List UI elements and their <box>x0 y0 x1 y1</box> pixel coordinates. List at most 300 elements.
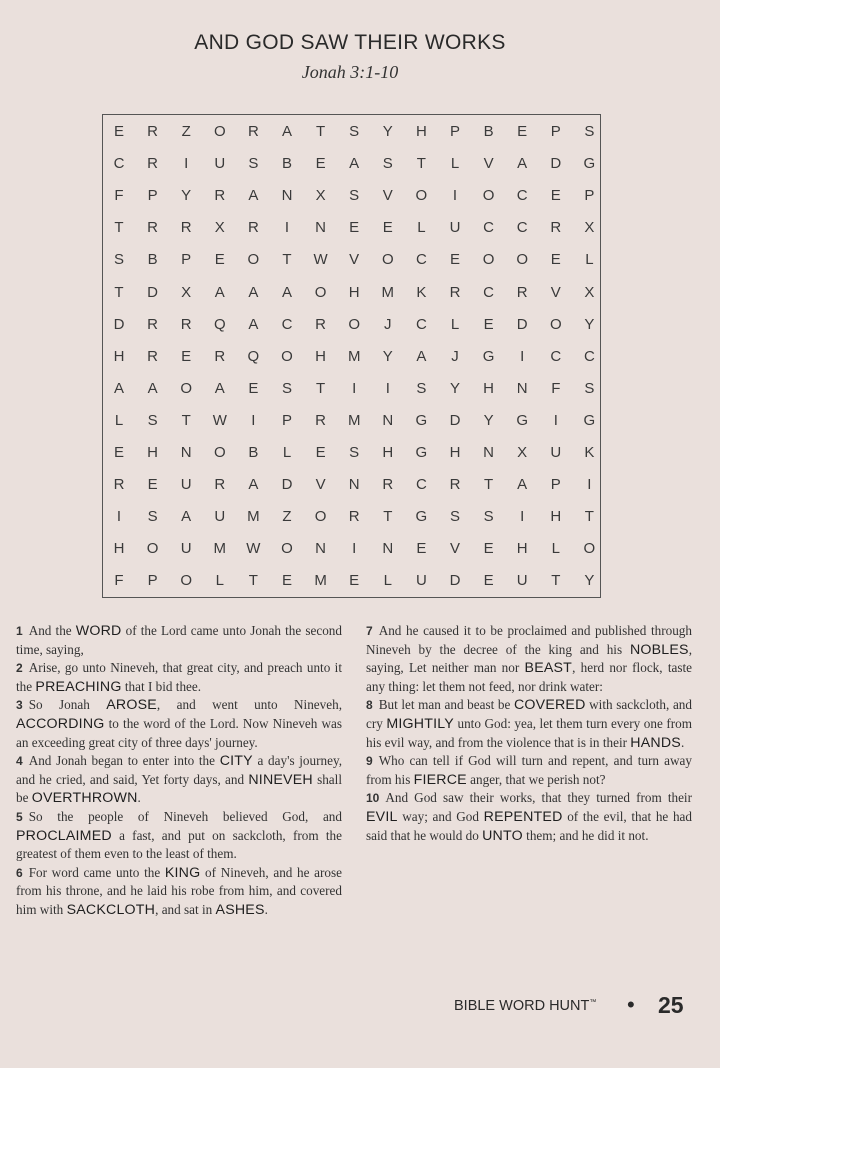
verse-6 <box>16 864 342 920</box>
verse-number: 10 <box>366 791 380 806</box>
grid-letter: P <box>281 411 292 429</box>
grid-letter: O <box>314 508 327 526</box>
verse-text: anger, that we perish not? <box>466 771 606 787</box>
verses-right-column <box>366 622 692 845</box>
footer-label <box>454 998 596 1014</box>
page-title: AND GOD SAW THEIR WORKS <box>194 31 506 54</box>
grid-letter: I <box>184 155 189 173</box>
grid-letter: I <box>251 411 256 429</box>
grid-letter: R <box>214 347 226 365</box>
grid-letter: W <box>246 540 261 558</box>
verse-text: of the evil, that he had said that he would do <box>366 808 692 843</box>
grid-letter: T <box>114 283 124 301</box>
hidden-word: REPENTED <box>483 808 563 825</box>
grid-letter: Y <box>382 123 393 140</box>
verse-8 <box>366 696 692 752</box>
grid-letter: E <box>113 444 124 461</box>
verse-text: . <box>680 734 685 750</box>
grid-letter: U <box>214 508 226 526</box>
grid-letter: V <box>449 540 460 558</box>
grid-letter: R <box>315 315 327 333</box>
verse-text: And he caused it to be proclaimed and published through Nineveh by the decree of the king and his <box>366 623 692 657</box>
hidden-word: COVERED <box>513 697 586 714</box>
verse-text: But let man and beast be <box>378 697 514 713</box>
grid-letter: E <box>416 540 427 558</box>
verse-text: a day's journey, and he cried, and said, Yet forty days, and <box>16 753 342 787</box>
grid-letter: O <box>516 251 529 269</box>
grid-letter: O <box>146 540 159 558</box>
verse-text: them; and he did it not. <box>522 827 649 843</box>
grid-letter: A <box>517 155 528 173</box>
grid-letter: T <box>316 123 326 140</box>
grid-letter: H <box>449 444 461 461</box>
grid-letter: G <box>482 347 495 365</box>
grid-letter: Q <box>213 315 226 333</box>
hidden-word: CITY <box>219 753 253 770</box>
verse-text: And God saw their works, that they turned from their <box>385 790 692 806</box>
grid-letter: P <box>550 476 561 494</box>
grid-letter: X <box>584 283 595 301</box>
verse-number: 2 <box>16 661 23 676</box>
grid-letter: O <box>381 251 394 269</box>
grid-letter: I <box>284 219 290 237</box>
verse-number: 7 <box>366 624 373 638</box>
grid-letter: L <box>585 251 594 269</box>
grid-letter: H <box>382 444 394 461</box>
grid-letter: H <box>415 123 427 140</box>
grid-letter: C <box>415 476 427 494</box>
grid-letter: C <box>583 347 595 365</box>
verse-text: a fast, and put on sackcloth, from the greatest of them even to the least of them. <box>16 827 342 862</box>
grid-letter: V <box>315 476 326 494</box>
grid-letter: U <box>516 572 528 590</box>
grid-letter: C <box>516 187 528 205</box>
grid-letter: A <box>214 283 225 301</box>
grid-letter: C <box>415 251 427 269</box>
grid-letter: E <box>382 219 393 237</box>
grid-letter: T <box>551 572 561 590</box>
grid-letter: E <box>550 187 561 205</box>
grid-letter: O <box>213 123 226 140</box>
grid-letter: S <box>349 187 360 205</box>
hidden-word: ASHES <box>215 901 265 918</box>
grid-letter: Y <box>382 347 393 365</box>
grid-letter: S <box>382 155 393 173</box>
grid-letter: R <box>147 155 159 173</box>
grid-letter: S <box>584 379 595 397</box>
hidden-word: MIGHTILY <box>386 715 454 732</box>
grid-letter: X <box>584 219 595 237</box>
grid-letter: S <box>449 508 460 526</box>
footer-brand: BIBLE WORD HUNT <box>454 998 590 1014</box>
word-search-grid <box>102 114 601 598</box>
grid-letter: A <box>147 379 158 397</box>
verse-number: 8 <box>366 698 373 713</box>
grid-letter: D <box>281 476 293 494</box>
verse-5 <box>16 808 342 864</box>
grid-letter: J <box>451 347 459 365</box>
grid-letter: O <box>247 251 260 269</box>
grid-letter: V <box>483 155 494 173</box>
grid-letter: C <box>516 219 528 237</box>
grid-letter: F <box>114 572 124 590</box>
scripture-reference: Jonah 3:1-10 <box>301 62 399 82</box>
grid-letter: E <box>214 251 225 269</box>
grid-letter: G <box>415 444 428 461</box>
verse-text: way; and God <box>397 808 484 824</box>
grid-letter: L <box>551 540 560 558</box>
grid-letter: N <box>516 379 528 397</box>
hidden-word: NOBLES <box>629 641 689 658</box>
hidden-word: HANDS <box>630 734 681 751</box>
grid-letter: Y <box>449 379 460 397</box>
grid-letter: K <box>416 283 427 301</box>
grid-letter: C <box>281 315 293 333</box>
verse-text: to the word of the Lord. Now Nineveh was an exceeding great city of three days' journey. <box>16 715 342 750</box>
grid-letter: E <box>550 251 561 269</box>
grid-letter: A <box>416 347 427 365</box>
grid-letter: S <box>147 411 158 429</box>
grid-letter: A <box>248 187 259 205</box>
hidden-word: FIERCE <box>413 771 467 788</box>
grid-letter: M <box>347 411 361 429</box>
grid-letter: N <box>315 219 327 237</box>
grid-letter: O <box>415 187 428 205</box>
grid-letter: I <box>520 508 525 526</box>
verse-number: 1 <box>16 624 23 638</box>
verse-text: of the Lord came unto Jonah the second time, saying, <box>16 623 342 657</box>
grid-letter: I <box>385 379 390 397</box>
grid-letter: A <box>214 379 225 397</box>
grid-letter: A <box>181 508 192 526</box>
grid-letter: S <box>147 508 158 526</box>
grid-letter: O <box>314 283 327 301</box>
grid-letter: N <box>382 540 394 558</box>
verse-9 <box>366 752 692 789</box>
hidden-word: WORD <box>75 623 122 639</box>
grid-letter: E <box>517 123 528 140</box>
hidden-word: OVERTHROWN <box>31 790 138 807</box>
grid-letter: T <box>383 508 393 526</box>
grid-letter: C <box>113 155 125 173</box>
grid-letter: C <box>550 347 562 365</box>
grid-letter: O <box>180 379 193 397</box>
grid-letter: U <box>214 155 226 173</box>
grid-letter: T <box>181 411 191 429</box>
grid-letter: A <box>248 315 259 333</box>
grid-letter: R <box>147 123 159 140</box>
grid-letter: B <box>483 123 494 140</box>
grid-letter: B <box>248 444 259 461</box>
grid-letter: M <box>314 572 327 590</box>
grid-letter: Z <box>282 508 292 526</box>
grid-letter: P <box>550 123 561 140</box>
grid-letter: I <box>452 187 458 205</box>
grid-letter: R <box>247 219 259 237</box>
grid-letter: L <box>114 411 124 429</box>
grid-letter: M <box>213 540 227 558</box>
grid-letter: R <box>449 283 461 301</box>
grid-letter: R <box>382 476 394 494</box>
grid-letter: R <box>214 187 226 205</box>
grid-letter: X <box>214 219 225 237</box>
grid-letter: R <box>180 219 192 237</box>
grid-letter: T <box>584 508 594 526</box>
grid-letter: G <box>583 411 596 429</box>
verse-10 <box>366 789 692 845</box>
grid-letter: L <box>383 572 392 590</box>
grid-letter: E <box>315 444 326 461</box>
verse-text: For word came unto the <box>28 864 165 880</box>
grid-letter: T <box>484 476 494 494</box>
grid-letter: T <box>114 219 124 237</box>
grid-letter: Y <box>483 411 494 429</box>
grid-letter: S <box>416 379 427 397</box>
grid-letter: O <box>348 315 361 333</box>
grid-letter: F <box>114 187 124 205</box>
grid-letter: I <box>352 379 357 397</box>
grid-letter: G <box>415 508 428 526</box>
grid-letter: E <box>248 379 259 397</box>
page-number: 25 <box>658 992 684 1018</box>
verse-text: So the people of Nineveh believed God, and <box>28 808 342 824</box>
grid-letter: E <box>349 219 360 237</box>
grid-letter: E <box>113 123 124 140</box>
verse-4 <box>16 752 342 808</box>
grid-letter: V <box>550 283 561 301</box>
verse-text: that I bid thee. <box>121 678 202 694</box>
grid-letter: E <box>315 155 326 173</box>
grid-letter: R <box>247 123 259 140</box>
grid-letter: O <box>549 315 562 333</box>
grid-letter: T <box>416 155 426 173</box>
grid-letter: O <box>180 572 193 590</box>
grid-letter: Q <box>247 347 260 365</box>
grid-letter: E <box>483 315 494 333</box>
verse-text: And Jonah began to enter into the <box>28 753 220 769</box>
hidden-word: BEAST <box>524 660 573 677</box>
grid-letter: X <box>181 283 192 301</box>
grid-letter: O <box>213 444 226 461</box>
grid-letter: E <box>449 251 460 269</box>
grid-letter: G <box>415 411 428 429</box>
grid-letter: D <box>449 411 461 429</box>
grid-letter: R <box>147 219 159 237</box>
grid-letter: M <box>247 508 260 526</box>
grid-letter: X <box>315 187 326 205</box>
verse-text: shall be <box>16 771 342 806</box>
hidden-word: EVIL <box>366 808 398 825</box>
grid-letter: S <box>584 123 595 140</box>
grid-letter: W <box>313 251 328 269</box>
grid-letter: H <box>348 283 360 301</box>
grid-letter: H <box>113 540 125 558</box>
grid-letter: S <box>483 508 494 526</box>
grid-letter: Y <box>181 187 192 205</box>
grid-letter: R <box>348 508 360 526</box>
grid-letter: H <box>516 540 528 558</box>
verse-text: Arise, go unto Nineveh, that great city, and preach unto it the <box>16 660 342 694</box>
hidden-word: UNTO <box>482 827 523 844</box>
grid-letter: I <box>553 411 558 429</box>
grid-letter: A <box>248 283 259 301</box>
grid-letter: O <box>482 251 495 269</box>
grid-letter: U <box>449 219 461 237</box>
grid-letter: C <box>415 315 427 333</box>
grid-letter: N <box>315 540 327 558</box>
verse-number: 6 <box>16 865 23 880</box>
grid-letter: K <box>584 444 595 461</box>
hidden-word: PREACHING <box>35 678 122 695</box>
verse-text: Who can tell if God will turn and repent, and turn away from his <box>366 753 692 787</box>
verse-text: , saying, Let neither man nor <box>366 641 692 676</box>
grid-letter: A <box>281 123 292 140</box>
grid-letter: H <box>483 379 495 397</box>
verse-text: unto God: yea, let them turn every one from his evil way, and from the violence that is in their <box>366 715 693 750</box>
grid-letter: A <box>517 476 528 494</box>
hidden-word: AROSE <box>106 697 157 714</box>
grid-letter: N <box>281 187 293 205</box>
verse-2 <box>16 659 342 696</box>
verse-text: . <box>264 901 268 917</box>
grid-letter: A <box>349 155 360 173</box>
grid-letter: R <box>147 347 159 365</box>
grid-letter: P <box>584 187 595 205</box>
verse-text: So Jonah <box>28 697 107 713</box>
grid-letter: P <box>181 251 192 269</box>
grid-letter: P <box>147 187 158 205</box>
grid-letter: A <box>113 379 124 397</box>
grid-letter: L <box>215 572 224 590</box>
grid-letter: D <box>113 315 125 333</box>
grid-letter: R <box>214 476 226 494</box>
grid-letter: M <box>381 283 395 301</box>
grid-letter: S <box>349 444 360 461</box>
grid-letter: G <box>516 411 529 429</box>
grid-letter: O <box>482 187 495 205</box>
grid-letter: L <box>450 315 460 333</box>
grid-letter: P <box>449 123 460 140</box>
verse-number: 4 <box>16 754 23 769</box>
verse-text: , herd nor flock, taste any thing: let them not feed, nor drink water: <box>366 660 692 694</box>
grid-letter: R <box>315 411 327 429</box>
grid-letter: I <box>587 476 592 494</box>
hidden-word: NINEVEH <box>248 771 313 788</box>
verse-text: of Nineveh, and he arose from his throne, and he laid his robe from him, and covered him with <box>16 864 342 917</box>
grid-letter: S <box>349 123 360 140</box>
verse-number: 9 <box>366 754 373 769</box>
grid-letter: E <box>181 347 192 365</box>
grid-letter: Z <box>181 123 191 140</box>
grid-letter: D <box>147 283 159 301</box>
grid-letter: D <box>550 155 562 173</box>
grid-letter: R <box>180 315 192 333</box>
grid-letter: T <box>316 379 326 397</box>
grid-letter: N <box>382 411 394 429</box>
verse-text: , and went unto Nineveh, <box>156 697 342 713</box>
grid-letter: E <box>281 572 292 590</box>
verse-text: And the <box>28 623 76 638</box>
grid-letter: E <box>483 572 494 590</box>
grid-letter: P <box>147 572 158 590</box>
grid-letter: A <box>248 476 259 494</box>
grid-letter: G <box>583 155 596 173</box>
grid-letter: S <box>281 379 292 397</box>
verse-number: 3 <box>16 698 23 713</box>
grid-letter: O <box>583 540 596 558</box>
grid-letter: I <box>520 347 525 365</box>
grid-letter: J <box>384 315 392 333</box>
grid-letter: V <box>349 251 360 269</box>
grid-letter: B <box>147 251 158 269</box>
grid-letter: H <box>550 508 562 526</box>
grid-letter: M <box>347 347 361 365</box>
verse-number: 5 <box>16 809 23 824</box>
hidden-word: PROCLAIMED <box>16 827 112 844</box>
grid-letter: R <box>113 476 125 494</box>
grid-letter: T <box>282 251 292 269</box>
verse-text: with sackcloth, and cry <box>366 697 692 731</box>
grid-letter: H <box>113 347 125 365</box>
grid-letter: I <box>352 540 357 558</box>
grid-letter: N <box>180 444 192 461</box>
grid-letter: E <box>483 540 494 558</box>
grid-letter: R <box>550 219 562 237</box>
grid-letter: Y <box>584 572 595 590</box>
grid-letter: O <box>281 347 293 365</box>
footer-bullet: • <box>627 992 635 1017</box>
verse-3 <box>16 696 342 752</box>
grid-letter: Y <box>584 315 595 333</box>
grid-letter: R <box>147 315 159 333</box>
verse-text: . <box>137 790 141 806</box>
grid-letter: U <box>180 540 192 558</box>
grid-letter: E <box>147 476 158 494</box>
grid-letter: R <box>449 476 461 494</box>
verses-left-column <box>16 622 342 920</box>
hidden-word: SACKCLOTH <box>66 901 156 918</box>
grid-letter: T <box>248 572 258 590</box>
verse-7 <box>366 622 692 696</box>
grid-letter: V <box>382 187 393 205</box>
grid-letter: L <box>450 155 460 173</box>
hidden-word: KING <box>164 864 201 881</box>
grid-letter: U <box>415 572 427 590</box>
grid-letter: N <box>348 476 360 494</box>
grid-letter: O <box>281 540 293 558</box>
trademark-mark: ™ <box>589 999 597 1007</box>
grid-letter: N <box>483 444 495 461</box>
verse-text: , and sat in <box>155 901 216 917</box>
verse-1 <box>16 622 342 659</box>
grid-letter: L <box>417 219 426 237</box>
grid-letter: U <box>180 476 192 494</box>
grid-letter: U <box>550 444 562 461</box>
grid-letter: R <box>516 283 528 301</box>
grid-letter: A <box>281 283 292 301</box>
grid-letter: C <box>483 219 495 237</box>
hidden-word: ACCORDING <box>16 715 105 732</box>
grid-letter: F <box>551 379 561 397</box>
grid-letter: H <box>147 444 159 461</box>
grid-letter: H <box>315 347 327 365</box>
grid-letter: S <box>248 155 259 173</box>
grid-letter: I <box>116 508 122 526</box>
grid-letter: C <box>483 283 495 301</box>
grid-letter: W <box>212 411 227 429</box>
grid-letter: E <box>349 572 360 590</box>
grid-letter: D <box>516 315 528 333</box>
